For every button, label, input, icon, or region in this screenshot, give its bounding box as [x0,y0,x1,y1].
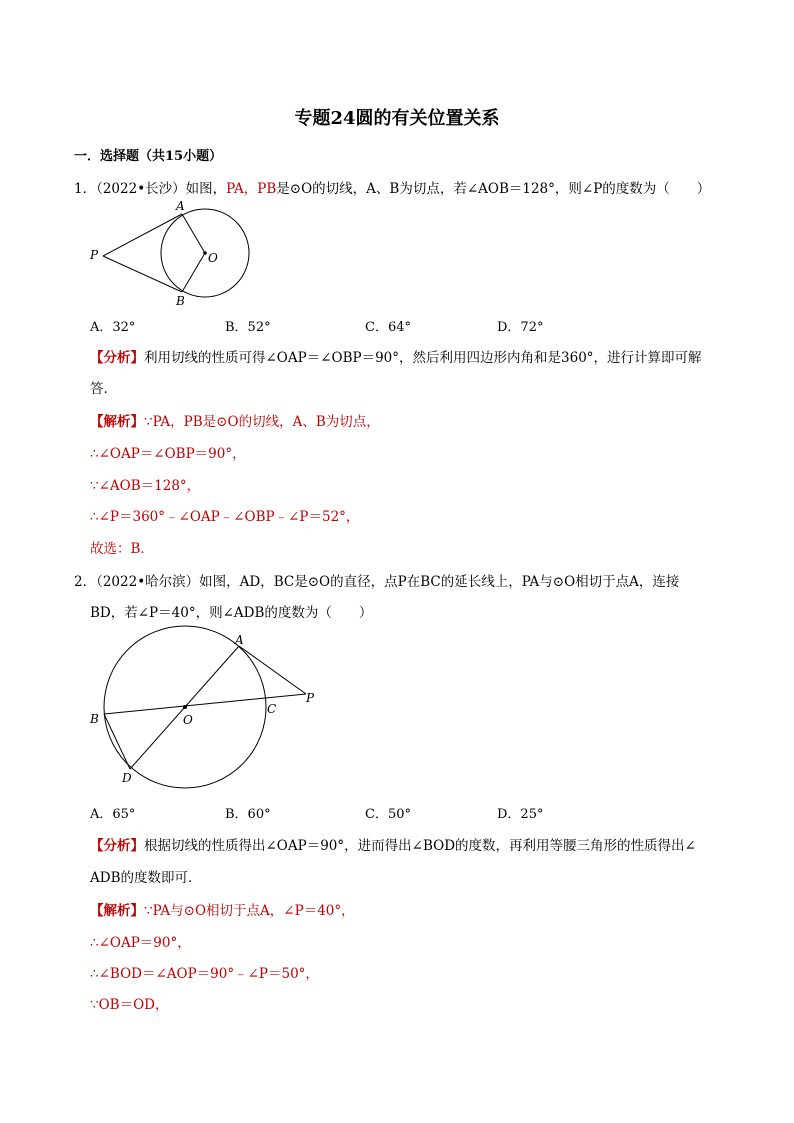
q1-analysis-text: 利用切线的性质可得∠OAP＝∠OBP＝90°，然后利用四边形内角和是360°，进行计算即可解 [144,350,702,366]
q1-option-d: D．72° [497,320,544,335]
q2-analysis-text: 根据切线的性质得出∠OAP＝90°，进而得出∠BOD的度数，再利用等腰三角形的性质得出∠ [144,838,696,854]
q2-label-a: A [235,633,244,647]
q2-label-b: B [90,712,99,726]
q1-label-a: A [176,199,185,213]
q1-label-o: O [208,251,218,265]
q2-label-p: P [306,691,315,705]
q2-stem-line2: BD，若∠P＝40°，则∠ADB的度数为（ ） [90,605,373,621]
q2-analysis-tag: 【分析】 [90,838,144,854]
q2-chord-bd [104,714,130,769]
q2-analysis-line1 [90,834,696,854]
section-heading: 一．选择题（共15小题） [74,149,223,164]
q1-segments: PA，PB [226,181,277,197]
q2-solution-text: ∵PA与⊙O相切于点A，∠P＝40°， [144,903,355,919]
q1-solution-tag: 【解析】 [90,414,144,430]
q1-label-b: B [176,294,185,308]
q2-options [90,803,690,821]
q2-option-b: B．60° [225,807,271,822]
q2-center-dot [183,705,187,709]
q2-solution-line2: ∴∠OAP＝90°， [90,935,191,951]
q2-option-c: C．50° [365,807,411,822]
q2-analysis-line2: ADB的度数即可． [90,870,202,886]
q2-solution-line1 [90,899,355,919]
q1-solution-line4: ∴∠P＝360°﹣∠OAP﹣∠OBP﹣∠P＝52°， [90,509,360,525]
q2-stem-line1: 2．（2022•哈尔滨）如图，AD，BC是⊙O的直径，点P在BC的延长线上，PA与⊙O相切于点A，连接 [74,574,680,590]
q1-analysis-tag: 【分析】 [90,350,144,366]
q1-analysis-line2: 答． [90,381,117,397]
q2-option-d: D．25° [497,807,544,822]
q2-label-d: D [122,771,132,785]
q2-option-a: A．65° [90,807,136,822]
q2-solution-line3: ∴∠BOD＝∠AOP＝90°﹣∠P＝50°， [90,966,319,982]
q1-solution-text: ∵PA，PB是⊙O的切线，A、B为切点， [144,414,380,430]
q1-option-c: C．64° [365,320,411,335]
q2-solution-line4: ∵OB＝OD， [90,997,169,1013]
q2-tangent-pa [239,646,306,694]
q1-stem-tail: 是⊙O的切线，A、B为切点，若∠AOB＝128°，则∠P的度数为（ ） [276,181,711,197]
q1-option-a: A．32° [90,320,136,335]
q1-solution-line2: ∴∠OAP＝∠OBP＝90°， [90,446,246,462]
q2-solution-tag: 【解析】 [90,903,144,919]
q2-label-c: C [267,702,277,716]
q1-option-b: B．52° [225,320,271,335]
q1-solution-line3: ∵∠AOB＝128°， [90,478,201,494]
q2-label-o: O [183,713,193,727]
q2-figure [0,0,340,800]
page-title: 专题24圆的有关位置关系 [294,108,500,129]
q1-answer: 故选：B． [90,541,154,557]
q1-prefix: 1．（2022•长沙）如图， [74,181,227,197]
q1-label-p: P [90,248,99,262]
